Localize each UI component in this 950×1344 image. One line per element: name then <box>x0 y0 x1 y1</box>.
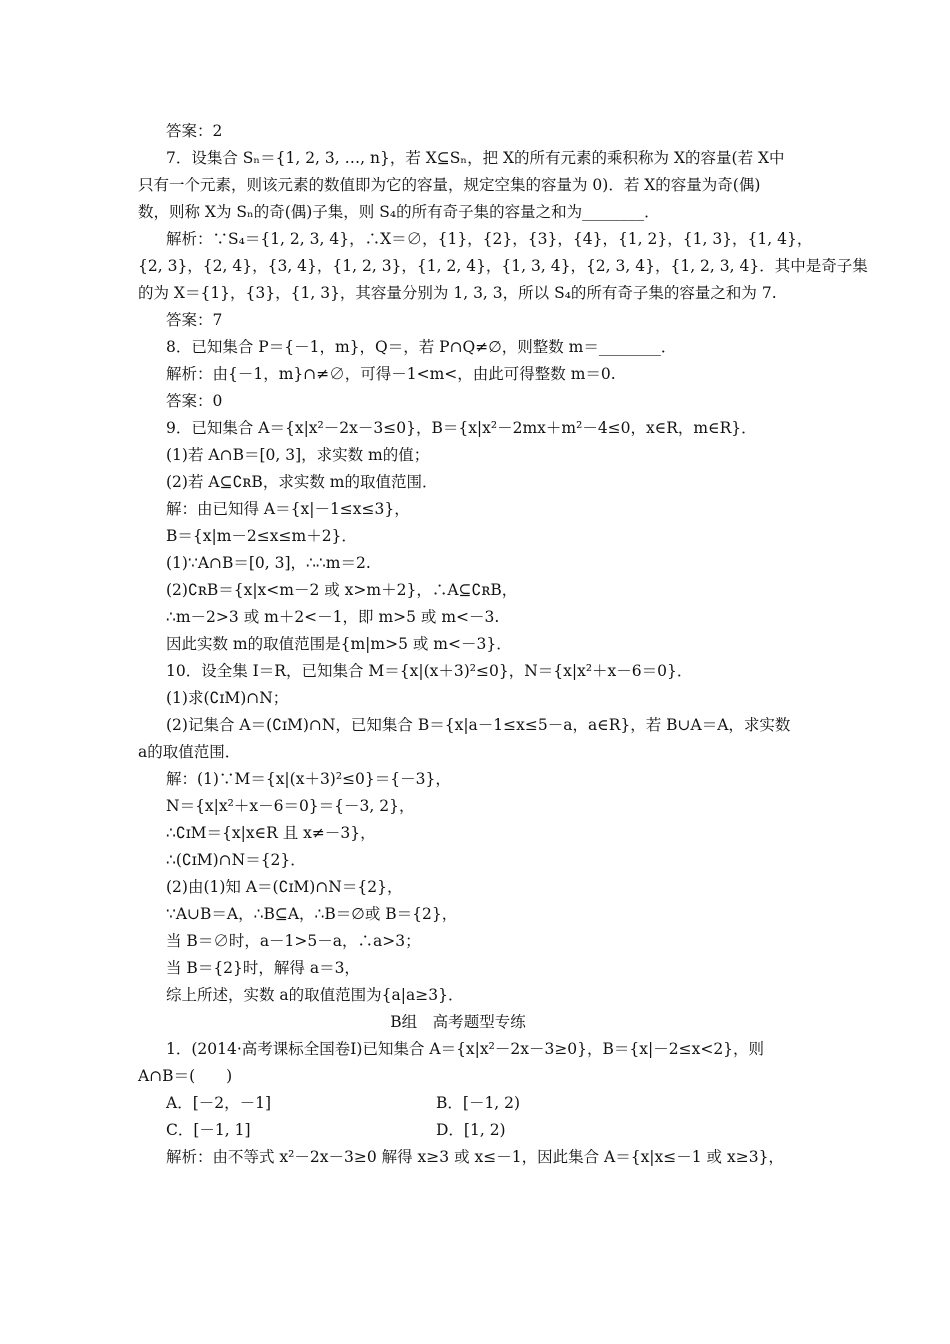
solution-b1-line-1: 解析：由不等式 x²－2x－3≥0 解得 x≥3 或 x≤－1，因此集合 A＝{x|x≤－1 或 x≥3}， <box>166 1148 784 1166</box>
option-c: C．[－1, 1] <box>166 1121 251 1139</box>
solution-8: 解析：由{－1，m}∩≠∅，可得－1<m<，由此可得整数 m＝0. <box>166 365 616 383</box>
option-a: A．[－2，－1] <box>166 1094 272 1112</box>
question-b1-line-1: 1．(2014·高考课标全国卷Ⅰ)已知集合 A＝{x|x²－2x－3≥0}，B＝{x|－2≤x<2}，则 <box>166 1040 765 1058</box>
solution-7-line-1: 解析：∵S₄＝{1, 2, 3, 4}，∴X＝∅，{1}，{2}，{3}，{4}，{1, 2}，{1, 3}，{1, 4}， <box>166 230 813 248</box>
question-10-part-2-cont: a的取值范围． <box>138 743 241 761</box>
question-8: 8．已知集合 P＝{－1，m}，Q＝，若 P∩Q≠∅，则整数 m＝________． <box>166 338 677 356</box>
solution-7-line-2: {2, 3}，{2, 4}，{3, 4}，{1, 2, 3}，{1, 2, 4}，{1, 3, 4}，{2, 3, 4}，{1, 2, 3, 4}．其中是奇子集 <box>138 257 868 275</box>
solution-9-line-3: (1)∵A∩B＝[0, 3]，∴∴m＝2. <box>166 554 371 572</box>
solution-9-line-4: (2)∁ʀB＝{x|x<m－2 或 x>m＋2}，∴A⊆∁ʀB， <box>166 581 518 599</box>
question-9-part-2: (2)若 A⊆∁ʀB，求实数 m的取值范围． <box>166 473 438 491</box>
solution-9-line-2: B＝{x|m－2≤x≤m＋2}． <box>166 527 357 545</box>
solution-10-line-1: 解：(1)∵M＝{x|(x＋3)²≤0}＝{－3}， <box>166 770 451 788</box>
solution-10-line-9: 综上所述，实数 a的取值范围为{a|a≥3}． <box>166 986 464 1004</box>
options-row-2 <box>138 1117 818 1144</box>
question-9: 9．已知集合 A＝{x|x²－2x－3≤0}，B＝{x|x²－2mx＋m²－4≤0，x∈R，m∈R}． <box>166 419 757 437</box>
solution-10-line-6: ∵A∪B＝A，∴B⊆A，∴B＝∅或 B＝{2}， <box>166 905 458 923</box>
solution-9-line-5: ∴m－2>3 或 m＋2<－1，即 m>5 或 m<－3. <box>166 608 500 626</box>
answer-7: 答案：7 <box>166 311 223 329</box>
solution-9-line-6: 因此实数 m的取值范围是{m|m>5 或 m<－3}． <box>166 635 512 653</box>
option-d: D．[1, 2) <box>436 1121 506 1139</box>
solution-10-line-5: (2)由(1)知 A＝(∁ɪM)∩N＝{2}， <box>166 878 403 896</box>
answer-8: 答案：0 <box>166 392 223 410</box>
solution-7-line-3: 的为 X＝{1}，{3}，{1, 3}，其容量分别为 1, 3, 3，所以 S₄的所有奇子集的容量之和为 7. <box>138 284 777 302</box>
solution-10-line-2: N＝{x|x²＋x－6＝0}＝{－3, 2}， <box>166 797 415 815</box>
question-7-line-3: 数，则称 X为 Sₙ的奇(偶)子集，则 S₄的所有奇子集的容量之和为________． <box>138 203 660 221</box>
question-10-part-2: (2)记集合 A＝(∁ɪM)∩N，已知集合 B＝{x|a－1≤x≤5－a，a∈R}，若 B∪A＝A，求实数 <box>166 716 791 734</box>
question-b1-line-2: A∩B＝( ) <box>138 1067 233 1085</box>
solution-10-line-8: 当 B＝{2}时，解得 a＝3， <box>166 959 360 977</box>
question-10-part-1: (1)求(∁ɪM)∩N； <box>166 689 289 707</box>
solution-10-line-3: ∴∁ɪM＝{x|x∈R 且 x≠－3}， <box>166 824 376 842</box>
option-b: B．[－1, 2) <box>436 1094 521 1112</box>
answer-6: 答案：2 <box>166 122 223 140</box>
question-7-line-1: 7．设集合 Sₙ＝{1, 2, 3, …, n}，若 X⊆Sₙ，把 X的所有元素的乘积称为 X的容量(若 X中 <box>166 149 785 167</box>
question-9-part-1: (1)若 A∩B＝[0, 3]，求实数 m的值； <box>166 446 430 464</box>
question-7-line-2: 只有一个元素，则该元素的数值即为它的容量，规定空集的容量为 0)．若 X的容量为奇(偶) <box>138 176 761 194</box>
solution-9-line-1: 解：由已知得 A＝{x|－1≤x≤3}， <box>166 500 410 518</box>
solution-10-line-7: 当 B＝∅时，a－1>5－a，∴a>3； <box>166 932 421 950</box>
options-row-1 <box>138 1090 818 1117</box>
document-body <box>138 118 868 1171</box>
section-heading: B组 高考题型专练 <box>390 1013 526 1031</box>
solution-10-line-4: ∴(∁ɪM)∩N＝{2}． <box>166 851 306 869</box>
question-10: 10．设全集 I＝R，已知集合 M＝{x|(x＋3)²≤0}，N＝{x|x²＋x－6＝0}． <box>166 662 693 680</box>
